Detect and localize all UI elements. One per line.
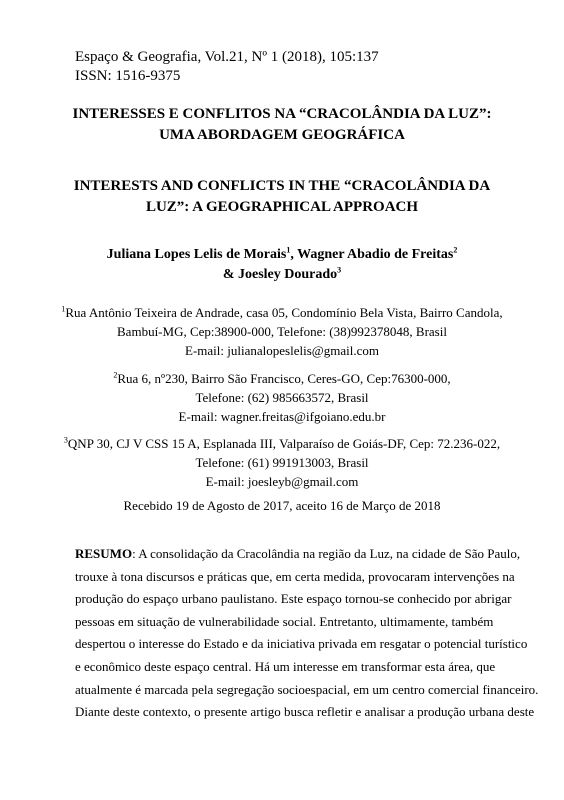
affiliation-mark: 3 bbox=[63, 435, 68, 445]
affiliation-email: E-mail: joesleyb@gmail.com bbox=[205, 474, 359, 489]
abstract-line: despertou o interesse do Estado e da iniciativa privada em resgatar o potencial turístico bbox=[75, 636, 528, 652]
affiliation-address: Rua Antônio Teixeira de Andrade, casa 05, Condomínio Bela Vista, Bairro Candola, bbox=[65, 305, 503, 320]
affiliation-email: E-mail: wagner.freitas@ifgoiano.edu.br bbox=[178, 409, 386, 424]
affiliation-1 bbox=[0, 303, 564, 360]
affiliation-2 bbox=[0, 369, 564, 426]
journal-citation: Espaço & Geografia, Vol.21, Nº 1 (2018), 105:137 bbox=[75, 49, 379, 65]
author-ampersand: & bbox=[222, 267, 238, 282]
author-affiliation-mark: 3 bbox=[337, 265, 342, 275]
title-portuguese-line-1: INTERESSES E CONFLITOS NA “CRACOLÂNDIA DA LUZ”: bbox=[72, 106, 492, 122]
affiliation-mark: 2 bbox=[113, 370, 118, 380]
title-portuguese bbox=[0, 104, 564, 146]
abstract-line: produção do espaço urbano paulistano. Este espaço tornou-se conhecido por abrigar bbox=[75, 591, 512, 607]
author-affiliation-mark: 2 bbox=[453, 245, 458, 255]
abstract-line: e econômico deste espaço central. Há um interesse em transformar esta área, que bbox=[75, 658, 496, 674]
received-dates: Recebido 19 de Agosto de 2017, aceito 16 de Março de 2018 bbox=[123, 498, 441, 513]
abstract-line: trouxe à tona discursos e práticas que, em certa medida, provocaram intervenções na bbox=[75, 568, 515, 584]
journal-issn: ISSN: 1516-9375 bbox=[75, 68, 181, 84]
affiliation-address: Rua 6, nº230, Bairro São Francisco, Ceres-GO, Cep:76300-000, bbox=[117, 371, 451, 386]
abstract-label: RESUMO bbox=[75, 546, 133, 561]
abstract-line: pessoas em situação de vulnerabilidade social. Entretanto, ultimamente, também bbox=[75, 613, 494, 629]
author-separator: , bbox=[290, 247, 298, 262]
author-name: Juliana Lopes Lelis de Morais bbox=[106, 247, 287, 262]
affiliation-phone: Telefone: (61) 991913003, Brasil bbox=[195, 455, 369, 470]
affiliation-email: E-mail: julianalopeslelis@gmail.com bbox=[185, 343, 379, 358]
abstract bbox=[75, 543, 539, 724]
affiliation-address-line bbox=[0, 369, 564, 388]
journal-header bbox=[75, 48, 379, 86]
author-line-1 bbox=[0, 245, 564, 265]
author-name: Wagner Abadio de Freitas bbox=[297, 247, 454, 262]
abstract-line: atualmente é marcada pela segregação socioespacial, em um centro comercial financeiro. bbox=[75, 681, 539, 697]
abstract-line: Diante deste contexto, o presente artigo busca refletir e analisar a produção urbana deste bbox=[75, 704, 535, 720]
author-name: Joesley Dourado bbox=[238, 267, 338, 282]
affiliation-phone: Bambuí-MG, Cep:38900-000, Telefone: (38)992378048, Brasil bbox=[117, 324, 447, 339]
title-english bbox=[0, 176, 564, 218]
abstract-line bbox=[75, 543, 521, 566]
affiliation-mark: 1 bbox=[61, 304, 66, 314]
author-list bbox=[0, 245, 564, 285]
title-english-line-1: INTERESTS AND CONFLICTS IN THE “CRACOLÂNDIA DA bbox=[73, 178, 491, 194]
affiliation-address: QNP 30, CJ V CSS 15 A, Esplanada III, Valparaíso de Goiás-DF, Cep: 72.236-022, bbox=[67, 436, 501, 451]
affiliation-address-line bbox=[0, 434, 564, 453]
author-affiliation-mark: 1 bbox=[286, 245, 291, 255]
abstract-text: : A consolidação da Cracolândia na região da Luz, na cidade de São Paulo, bbox=[132, 546, 521, 561]
title-english-line-2: LUZ”: A GEOGRAPHICAL APPROACH bbox=[145, 199, 419, 215]
affiliation-3 bbox=[0, 434, 564, 491]
author-line-2 bbox=[0, 265, 564, 285]
affiliation-phone: Telefone: (62) 985663572, Brasil bbox=[195, 390, 369, 405]
affiliation-address-line bbox=[0, 303, 564, 322]
title-portuguese-line-2: UMA ABORDAGEM GEOGRÁFICA bbox=[159, 127, 405, 143]
